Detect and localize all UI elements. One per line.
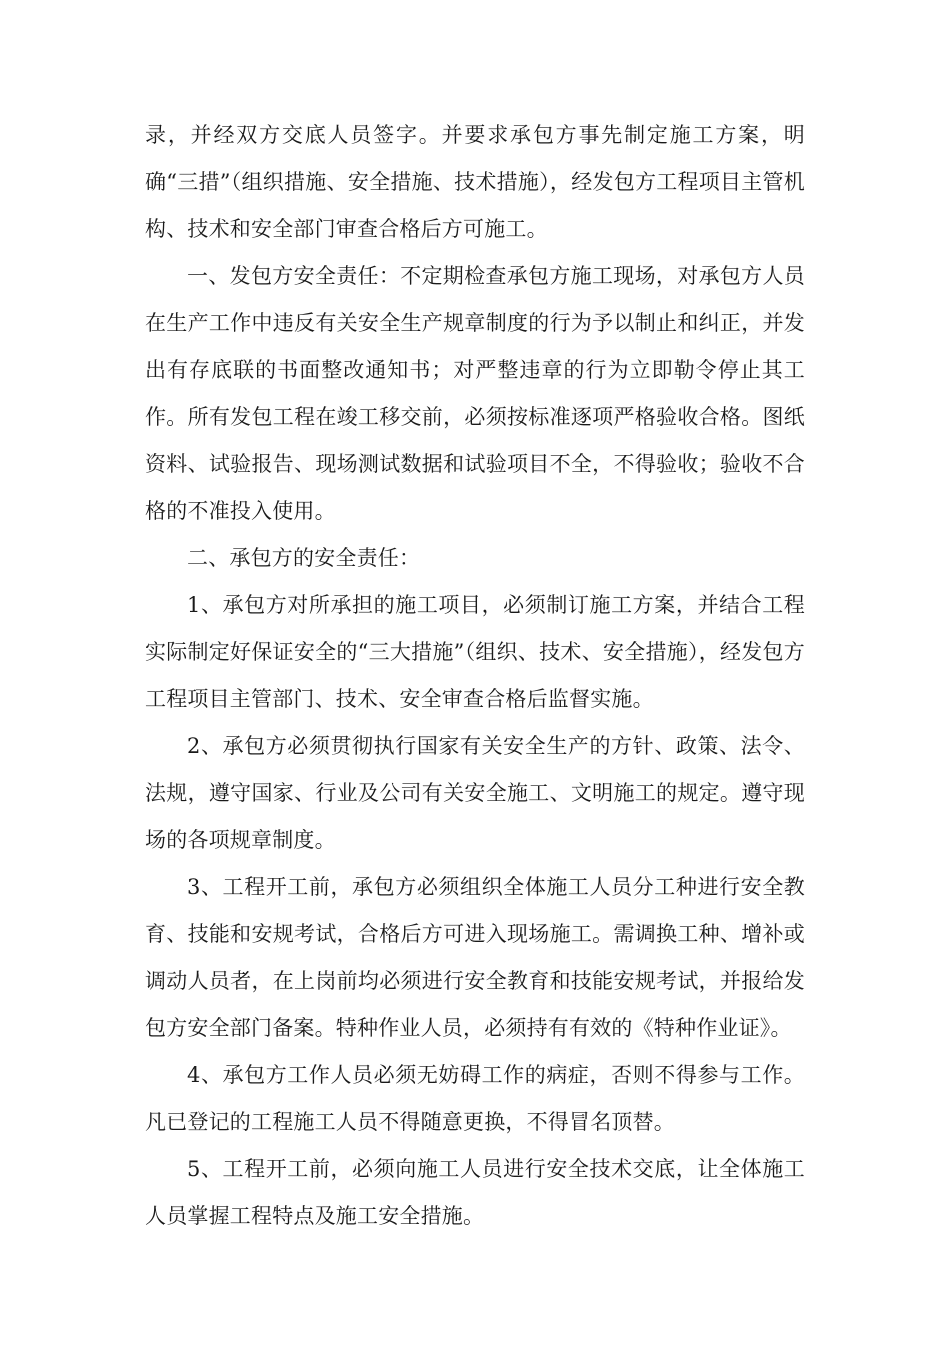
- paragraph-item-3: 3、工程开工前，承包方必须组织全体施工人员分工种进行安全教育、技能和安规考试，合格后方可进入现场施工。需调换工种、增补或调动人员者，在上岗前均必须进行安全教育和技能安规考试，并报给发包方安全部门备案。特种作业人员，必须持有有效的《特种作业证》。: [145, 875, 805, 1040]
- paragraph-item-2: 2、承包方必须贯彻执行国家有关安全生产的方针、政策、法令、法规，遵守国家、行业及公司有关安全施工、文明施工的规定。遵守现场的各项规章制度。: [145, 734, 805, 852]
- paragraph-item-1: 1、承包方对所承担的施工项目，必须制订施工方案，并结合工程实际制定好保证安全的“三大措施”（组织、技术、安全措施），经发包方工程项目主管部门、技术、安全审查合格后监督实施。: [145, 593, 805, 711]
- paragraph-item-5: 5、工程开工前，必须向施工人员进行安全技术交底，让全体施工人员掌握工程特点及施工安全措施。: [145, 1157, 805, 1228]
- paragraph-continuation: 录，并经双方交底人员签字。并要求承包方事先制定施工方案，明确“三措”（组织措施、安全措施、技术措施），经发包方工程项目主管机构、技术和安全部门审查合格后方可施工。: [145, 123, 805, 241]
- document-body: [145, 112, 805, 1240]
- paragraph-item-4: 4、承包方工作人员必须无妨碍工作的病症，否则不得参与工作。凡已登记的工程施工人员不得随意更换，不得冒名顶替。: [145, 1063, 805, 1134]
- section-heading-contractor-responsibility: 二、承包方的安全责任：: [187, 546, 421, 570]
- paragraph-contractor-owner-responsibility: 一、发包方安全责任：不定期检查承包方施工现场，对承包方人员在生产工作中违反有关安全生产规章制度的行为予以制止和纠正，并发出有存底联的书面整改通知书；对严整违章的行为立即勒令停止其工作。所有发包工程在竣工移交前，必须按标准逐项严格验收合格。图纸资料、试验报告、现场测试数据和试验项目不全，不得验收；验收不合格的不准投入使用。: [145, 264, 805, 523]
